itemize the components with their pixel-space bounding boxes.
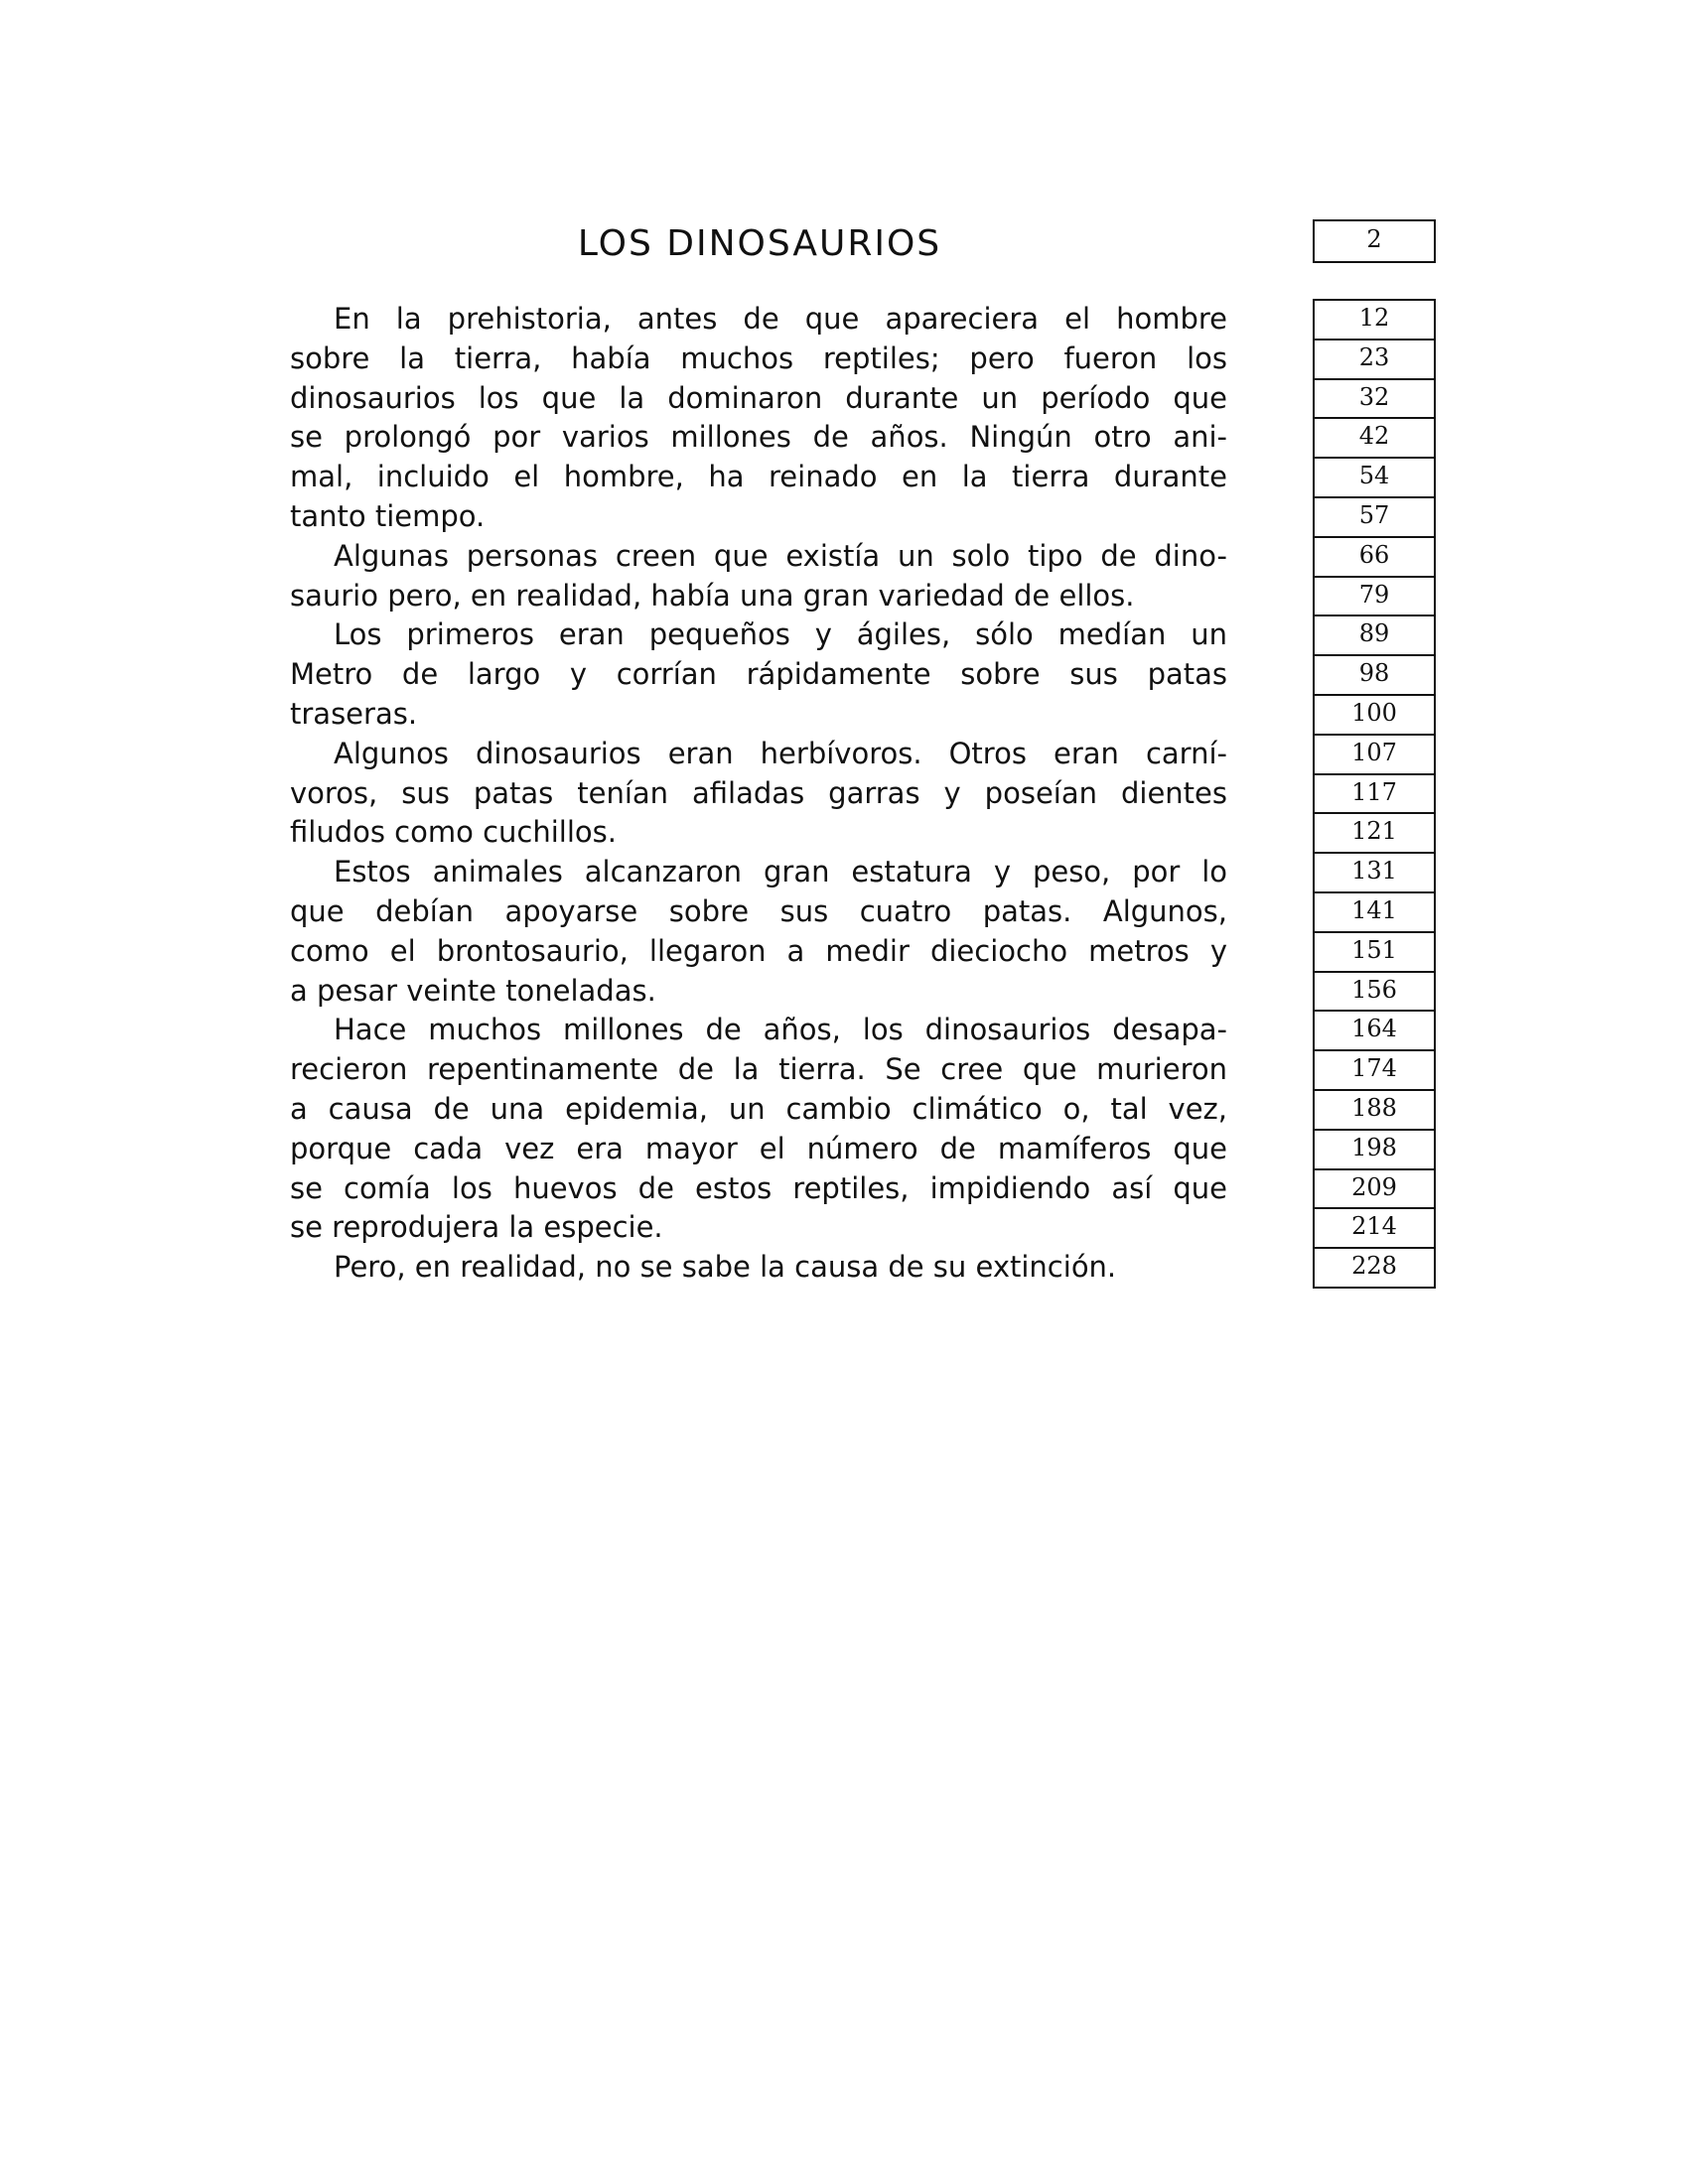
text-line: Pero, en realidad, no se sabe la causa de su extinción. [334,1250,1117,1285]
word-count-cell: 156 [1315,973,1434,1013]
word-count-cell: 107 [1315,736,1434,775]
text-line: Hace muchos millones de años, los dinosaurios desapa- [334,1013,1227,1047]
word-count-cell: 57 [1315,498,1434,538]
word-count-cell: 12 [1315,301,1434,341]
word-count-cell: 79 [1315,578,1434,617]
word-count-cell: 54 [1315,459,1434,498]
text-line: filudos como cuchillos. [290,815,617,850]
text-line: se prolongó por varios millones de años. Ningún otro ani- [290,420,1227,455]
word-count-cell: 32 [1315,380,1434,420]
text-line: Algunos dinosaurios eran herbívoros. Otros eran carní- [334,736,1227,770]
word-count-cell: 174 [1315,1051,1434,1091]
reading-text-body [290,300,1227,1288]
word-count-cell: 209 [1315,1170,1434,1210]
text-line: porque cada vez era mayor el número de mamíferos que [290,1131,1227,1165]
text-line: se comía los huevos de estos reptiles, impidiendo así que [290,1170,1227,1205]
text-line: saurio pero, en realidad, había una gran variedad de ellos. [290,578,1135,613]
text-line: a pesar veinte toneladas. [290,973,656,1008]
page-title: LOS DINOSAURIOS [577,223,942,264]
text-line: a causa de una epidemia, un cambio climático o, tal vez, [290,1091,1227,1126]
word-count-cell: 98 [1315,656,1434,696]
text-line: voros, sus patas tenían afiladas garras y poseían dientes [290,775,1227,810]
text-line: que debían apoyarse sobre sus cuatro patas. Algunos, [290,893,1227,928]
text-line: Metro de largo y corrían rápidamente sobre sus patas [290,657,1227,692]
text-line: mal, incluido el hombre, ha reinado en la tierra durante [290,460,1227,494]
word-count-cell: 100 [1315,696,1434,736]
word-count-cell: 164 [1315,1012,1434,1051]
text-line: sobre la tierra, había muchos reptiles; pero fueron los [290,341,1227,375]
text-line: se reprodujera la especie. [290,1210,663,1245]
text-line: Estos animales alcanzaron gran estatura y peso, por lo [334,855,1227,889]
text-line: traseras. [290,696,418,731]
word-count-cell: 214 [1315,1209,1434,1249]
text-line: dinosaurios los que la dominaron durante un período que [290,380,1227,415]
word-count-cell: 141 [1315,893,1434,933]
text-line: Los primeros eran pequeños y ágiles, sólo medían un [334,617,1227,652]
text-line: Algunas personas creen que existía un solo tipo de dino- [334,538,1227,573]
word-count-cell: 151 [1315,933,1434,973]
word-count-cell: 121 [1315,814,1434,854]
word-count-cell: 131 [1315,854,1434,893]
word-count-cell: 42 [1315,419,1434,459]
word-count-cell: 188 [1315,1091,1434,1131]
word-count-cell: 89 [1315,616,1434,656]
text-line: En la prehistoria, antes de que apareciera el hombre [334,302,1227,336]
word-count-cell: 228 [1351,1252,1397,1281]
title-word-count-box: 2 [1313,219,1436,263]
word-count-cell: 66 [1315,538,1434,578]
text-line: como el brontosaurio, llegaron a medir dieciocho metros y [290,933,1227,968]
word-count-cell: 198 [1315,1131,1434,1170]
word-count-cell: 23 [1315,341,1434,380]
word-count-cell: 117 [1315,775,1434,815]
word-count-column [1313,299,1436,1289]
text-line: tanto tiempo. [290,498,486,533]
text-line: recieron repentinamente de la tierra. Se cree que murieron [290,1052,1227,1087]
